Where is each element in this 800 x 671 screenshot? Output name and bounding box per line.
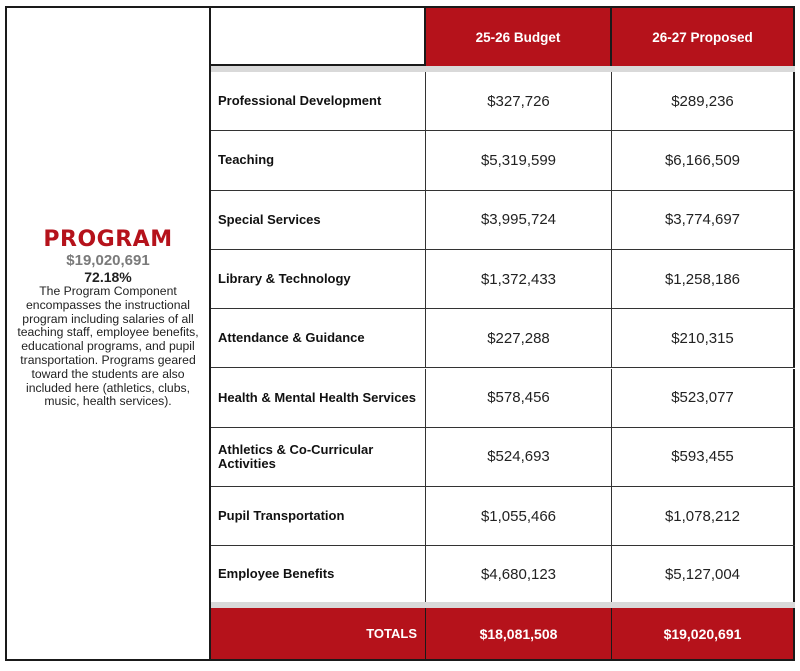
table-row [211, 72, 795, 131]
totals-budget: $18,081,508 [426, 608, 612, 659]
row-label: Professional Development [211, 72, 426, 130]
table-header-blank [211, 6, 426, 66]
totals-proposed: $19,020,691 [663, 625, 742, 642]
table-row [211, 131, 795, 190]
budget-value: $1,372,433 [426, 250, 612, 308]
budget-value: $1,055,466 [426, 487, 612, 545]
table-row [211, 487, 795, 546]
program-percent: 72.18% [84, 269, 132, 285]
program-summary-panel [5, 6, 211, 661]
program-title: PROGRAM [43, 227, 173, 252]
budget-value: $4,680,123 [426, 546, 612, 602]
budget-value: $5,319,599 [426, 131, 612, 189]
table-row [211, 250, 795, 309]
budget-value: $327,726 [426, 72, 612, 130]
column-header-budget: 25-26 Budget [426, 6, 612, 66]
table-row [211, 369, 795, 428]
proposed-value: $6,166,509 [612, 131, 795, 189]
row-label: Pupil Transportation [211, 487, 426, 545]
proposed-value: $3,774,697 [612, 191, 795, 249]
budget-value: $578,456 [426, 369, 612, 427]
table-row [211, 191, 795, 250]
row-label: Employee Benefits [211, 546, 426, 602]
proposed-value: $5,127,004 [612, 546, 795, 602]
table-row [211, 546, 795, 602]
totals-row [211, 608, 795, 661]
budget-value: $3,995,724 [426, 191, 612, 249]
row-label: Special Services [211, 191, 426, 249]
row-label: Teaching [211, 131, 426, 189]
row-label: Library & Technology [211, 250, 426, 308]
proposed-value: $1,078,212 [612, 487, 795, 545]
program-summary [7, 228, 209, 409]
column-header-proposed: 26-27 Proposed [612, 6, 795, 66]
row-label: Athletics & Co-Curricular Activities [211, 428, 426, 486]
table-row [211, 309, 795, 368]
totals-label: TOTALS [211, 608, 426, 659]
program-amount: $19,020,691 [66, 252, 150, 269]
budget-value: $524,693 [426, 428, 612, 486]
budget-value: $227,288 [426, 309, 612, 367]
program-description: The Program Component encompasses the instructional program including salaries of all teaching staff, employee benefits, educational programs, and pupil transportation. Programs geared toward the students are also included here (athletics, clubs, music, health services). [17, 284, 199, 409]
row-label: Health & Mental Health Services [211, 369, 426, 427]
proposed-value: $289,236 [612, 72, 795, 130]
proposed-value: $523,077 [612, 369, 795, 427]
table-row [211, 428, 795, 487]
proposed-value: $210,315 [612, 309, 795, 367]
row-label: Attendance & Guidance [211, 309, 426, 367]
proposed-value: $1,258,186 [612, 250, 795, 308]
proposed-value: $593,455 [612, 428, 795, 486]
